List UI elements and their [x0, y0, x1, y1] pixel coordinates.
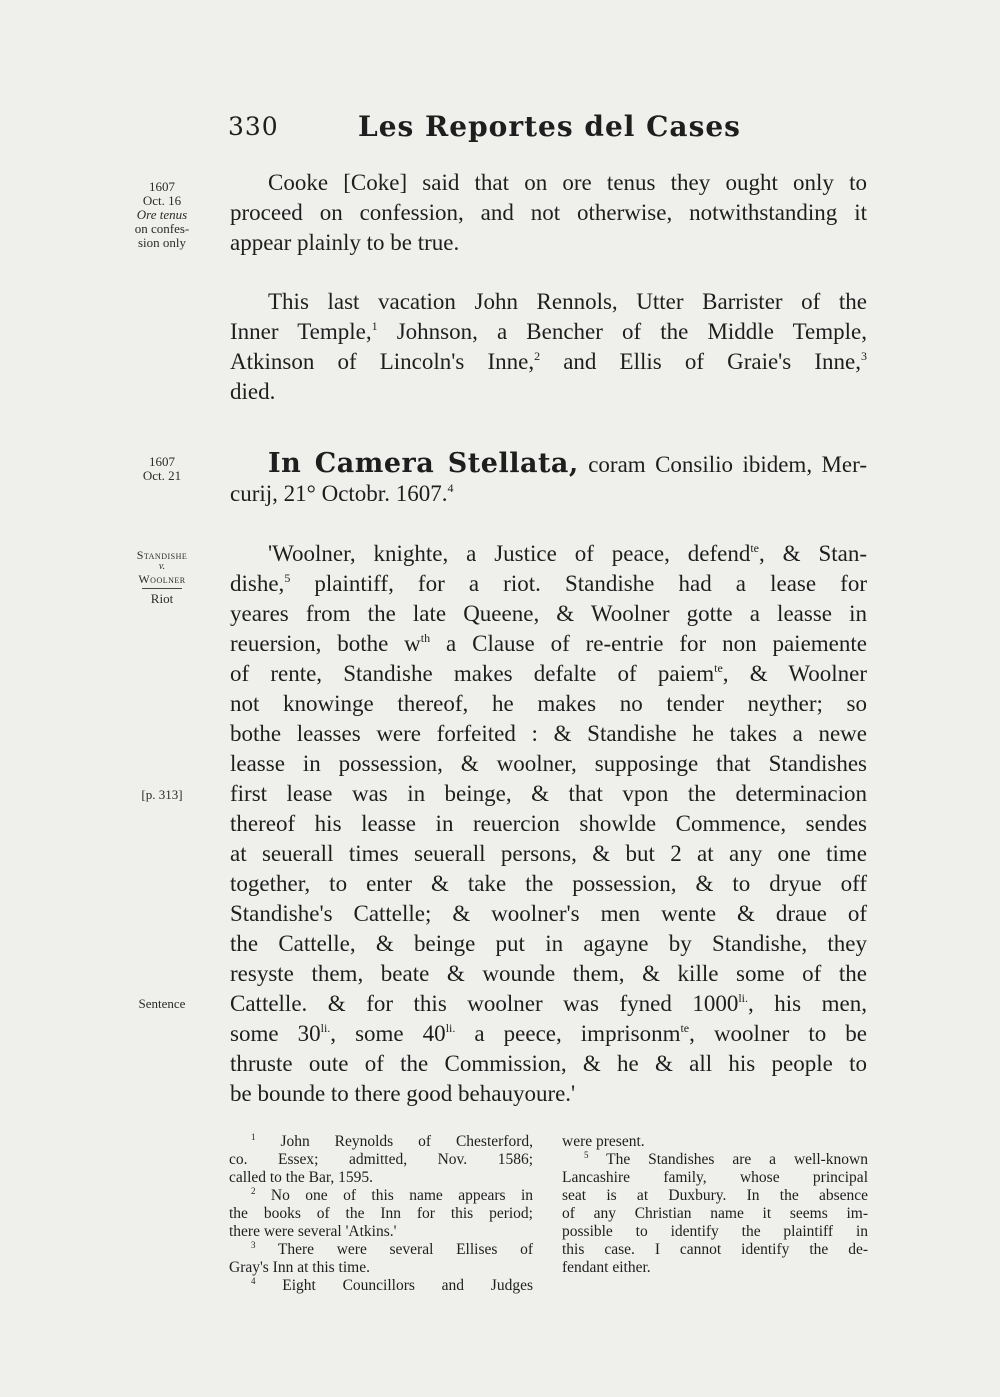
margin-sentence-text: Sentence: [138, 996, 186, 1011]
running-title: Les Reportes del Cases: [358, 110, 741, 143]
margin-party: Standishe: [136, 548, 188, 562]
margin-case-name: [108, 548, 216, 606]
report-line: dishe,$^5$ plaintiff, for a riot. Standishe had a lease for: [230, 571, 867, 596]
report-line: Cattelle. & for this woolner was fyned $1000^{li.}$, his men,: [230, 991, 867, 1016]
report-line: not knowinge thereof, he makes no tender neyther; so: [230, 691, 867, 716]
margin-note: sion only: [137, 235, 187, 250]
margin-versus: v.: [158, 561, 166, 572]
footnote-2: $^2$ No one of this name appears in: [251, 1186, 533, 1204]
footnote-ref: 5: [284, 571, 291, 585]
report-line: of rente, Standishe makes defalte of paiem$^{te}$, & Woolner: [230, 661, 867, 686]
report-line: the Cattelle, & beinge put in agayne by Standishe, they: [230, 931, 867, 956]
margin-note: on confes-: [134, 221, 190, 236]
margin-page-ref: [108, 788, 216, 802]
margin-sentence: [108, 997, 216, 1011]
report-line: resyste them, beate & wounde them, & kille some of the: [230, 961, 867, 986]
margin-subject: Riot: [150, 591, 174, 606]
report-line: yeares from the late Queene, & Woolner gotte a leasse in: [230, 601, 867, 626]
paragraph-2-line: Atkinson of Lincoln's Inne,$^2$ and Ellis of Graie's Inne,$^3$: [230, 349, 867, 374]
paragraph-1-line: proceed on confession, and not otherwise, notwithstanding it: [230, 200, 867, 225]
report-line: reuersion, bothe $w^{th}$ a Clause of re-entrie for non paiemente: [230, 631, 867, 656]
paragraph-2-line: Inner Temple,$^1$ Johnson, a Bencher of the Middle Temple,: [230, 319, 867, 344]
case-heading-line-2: curij, 21° Octobr. 1607.$^4$: [230, 481, 454, 506]
margin-note-oct-21: [108, 455, 216, 483]
footnote-ref: 4: [447, 481, 454, 495]
report-line: first lease was in beinge, & that vpon the determinacion: [230, 781, 867, 806]
blackletter-heading: In Camera Stellata,: [268, 448, 579, 479]
margin-date: Oct. 21: [142, 468, 182, 483]
footnote-4-continued: were present.: [562, 1133, 645, 1150]
paragraph-2-line: died.: [230, 379, 276, 404]
margin-note-oct-16: [108, 180, 216, 250]
margin-date: Oct. 16: [142, 193, 182, 208]
report-line: at seuerall times seuerall persons, & but 2 at any one time: [230, 841, 867, 866]
report-line: thereof his leasse in reuercion showlde Commence, sendes: [230, 811, 867, 836]
paragraph-1-line: appear plainly to be true.: [230, 230, 460, 255]
footnote-ref: 2: [534, 349, 541, 363]
report-line: some $30^{li.}$, some $40^{li.}$ a peece, imprisonm$^{te}$, woolner to be: [230, 1021, 867, 1046]
margin-party: Woolner: [138, 572, 186, 586]
margin-year: 1607: [149, 454, 175, 469]
paragraph-2-line: This last vacation John Rennols, Utter Barrister of the: [268, 289, 867, 314]
margin-year: 1607: [149, 179, 175, 194]
running-head: [228, 112, 868, 152]
case-heading: In Camera Stellata, coram Consilio ibidem, Mer-: [268, 448, 867, 479]
footnote-ref: 1: [371, 319, 378, 333]
report-line: be bounde to there good behauyoure.': [230, 1081, 576, 1106]
report-line: leasse in possession, & woolner, supposinge that Standishes: [230, 751, 867, 776]
margin-rule: [142, 588, 182, 589]
report-line: thruste oute of the Commission, & he & all his people to: [230, 1051, 867, 1076]
page-number: 330: [228, 112, 279, 141]
margin-note: Ore tenus: [136, 207, 188, 222]
footnote-ref: 3: [861, 349, 867, 363]
footnote-5: $^5$ The Standishes are a well-known: [584, 1150, 868, 1168]
footnote-4: $^4$ Eight Councillors and Judges: [251, 1276, 533, 1294]
footnotes-left-column: $^1$ John Reynolds of Chesterford, co. Essex; admitted, Nov. 1586; called to the Bar, 1595. $^2$ No one of this name appears in the books of the Inn for this period; there were several 'Atkins.' $^3$ There were several Ellises of Gray's Inn at this time. $^4$ Eight Councillors and Judges: [229, 1132, 534, 1294]
footnote-1: $^1$ John Reynolds of Chesterford,: [251, 1132, 534, 1150]
paragraph-1-line: Cooke [Coke] said that on ore tenus they ought only to: [268, 170, 867, 195]
report-line: 'Woolner, knighte, a Justice of peace, defend$^{te}$, & Stan-: [268, 541, 867, 566]
footnote-3: $^3$ There were several Ellises of: [251, 1240, 533, 1258]
footnotes-right-column: were present. $^5$ The Standishes are a well-known Lancashire family, whose principal seat is at Duxbury. In the absence of any Christian name it seems im- possible to identify the plaintiff in this case. I cannot identify the de- fendant either.: [562, 1133, 868, 1276]
report-line: Standishe's Cattelle; & woolner's men wente & draue of: [230, 901, 867, 926]
report-line: together, to enter & take the possession, & to dryue off: [230, 871, 867, 896]
report-line: bothe leasses were forfeited : & Standishe he takes a newe: [230, 721, 867, 746]
margin-page-ref-text: [p. 313]: [141, 787, 183, 802]
